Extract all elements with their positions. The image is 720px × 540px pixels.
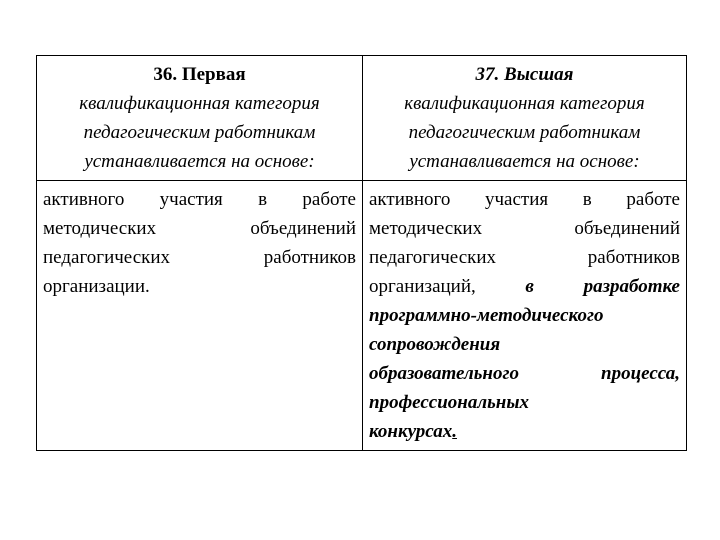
right-heading: 37. Высшая xyxy=(475,64,574,85)
right-header-cell xyxy=(363,56,687,181)
right-body-emph-line: образовательного процесса, xyxy=(369,363,680,384)
right-heading-line: педагогическим работникам xyxy=(408,122,641,143)
table-header-row xyxy=(37,56,687,181)
left-heading: 36. Первая xyxy=(153,64,246,85)
right-body-emph-last: конкурсах xyxy=(369,421,453,442)
left-body-cell xyxy=(37,181,363,451)
left-heading-line: квалификационная категория xyxy=(79,93,320,114)
left-body-line: организации. xyxy=(43,276,150,297)
right-heading-line: квалификационная категория xyxy=(404,93,645,114)
right-body-mixed-line xyxy=(369,272,680,301)
right-body-emph-head: в разработке xyxy=(525,276,680,297)
right-body-line: методических объединений xyxy=(369,218,680,239)
left-body-line: педагогических работников xyxy=(43,247,356,268)
right-body-line: педагогических работников xyxy=(369,247,680,268)
right-body-line: активного участия в работе xyxy=(369,189,680,210)
table-body-row xyxy=(37,181,687,451)
comparison-table xyxy=(36,55,687,451)
left-header-cell xyxy=(37,56,363,181)
right-body-final-line xyxy=(369,417,680,446)
right-body-cell xyxy=(363,181,687,451)
right-body-plain-tail: организаций, xyxy=(369,276,476,297)
left-heading-line: педагогическим работникам xyxy=(83,122,316,143)
right-body-emph-line: программно-методического xyxy=(369,305,604,326)
right-heading-line: устанавливается на основе: xyxy=(409,151,640,172)
left-heading-line: устанавливается на основе: xyxy=(84,151,315,172)
left-body-line: методических объединений xyxy=(43,218,356,239)
right-body-final-punct: . xyxy=(452,421,457,442)
right-body-emph-line: сопровождения xyxy=(369,334,501,355)
left-body-line: активного участия в работе xyxy=(43,189,356,210)
right-body-emph-line: профессиональных xyxy=(369,392,529,413)
